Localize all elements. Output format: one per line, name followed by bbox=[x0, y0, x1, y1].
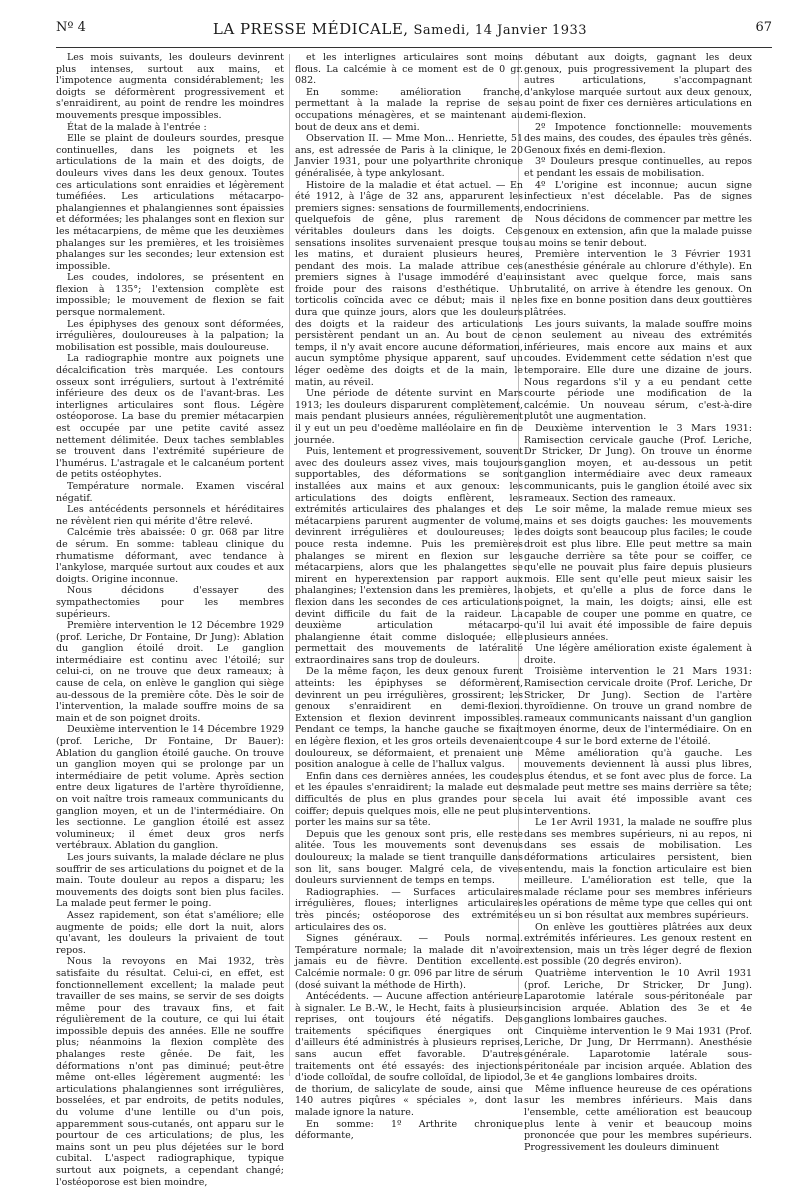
paragraph: Les antécédents personnels et héréditaires ne révèlent rien qui mérite d'être relevé. bbox=[56, 504, 284, 527]
paragraph: Les mois suivants, les douleurs devinrent plus intenses, surtout aux mains, et l'impotence augmenta considérablement; les doigts se déformèrent progressivement et s'enraidirent, au point de rendre les moindres mouvements presque impossibles. bbox=[56, 52, 284, 121]
paragraph: La radiographie montre aux poignets une décalcification très marquée. Les contours osseux sont irréguliers, surtout à l'extrémité inférieure des deux os de l'avant-bras. Les interlignes articulaires sont flous. Légère ostéoporose. La base du premier métacarpien est occupée par une petite cavité assez nettement délimitée. Deux taches semblables se trouvent dans l'extrémité supérieure de l'humérus. L'astragale et le calcanéum portent de petits ostéophytes. bbox=[56, 353, 284, 481]
issue-number: Nº 4 bbox=[56, 20, 86, 35]
paragraph: Nous décidons d'essayer des sympathectomies pour les membres supérieurs. bbox=[56, 585, 284, 620]
text-column-middle bbox=[295, 52, 523, 1142]
paragraph: Enfin dans ces dernières années, les coudes et les épaules s'enraidirent; la malade eut des difficultés de plus en plus grandes pour se coiffer; depuis quelques mois, elle ne peut plus porter les mains sur sa tête. bbox=[295, 770, 523, 829]
paragraph: Le 1er Avril 1931, la malade ne souffre plus dans ses membres supérieurs, ni au repos, ni dans ses essais de mobilisation. Les déformations articulaires persistent, bien entendu, mais la fonction articulaire est bien meilleure. L'amélioration est telle, que la malade réclame pour ses membres inférieurs les opérations de même type que celles qui ont eu un si bon résultat aux membres supérieurs. bbox=[524, 817, 752, 921]
journal-title-line bbox=[0, 20, 800, 38]
paragraph: Radiographies. — Surfaces articulaires irrégulières, floues; interlignes articulaires très pincés; ostéoporose des extrémités articulaires des os. bbox=[295, 886, 523, 933]
paragraph: et les interlignes articulaires sont moins flous. La calcémie à ce moment est de 0 gr. 082. bbox=[295, 52, 523, 87]
paragraph: débutant aux doigts, gagnant les deux genoux, puis progressivement la plupart des autres articulations, s'accompagnant d'ankylose marquée surtout aux deux genoux, au point de fixer ces dernières articulations en demi-flexion. bbox=[524, 52, 752, 121]
paragraph: Les jours suivants, la malade souffre moins non seulement au niveau des extrémités inférieures, mais encore aux mains et aux coudes. Evidemment cette sédation n'est que temporaire. Elle dure une dizaine de jours. Nous regardons s'il y a eu pendant cette courte période une modification de la calcémie. Un nouveau sérum, c'est-à-dire plutôt une augmentation. bbox=[524, 318, 752, 423]
paragraph: Assez rapidement, son état s'améliore; elle augmente de poids; elle dort la nuit, alors qu'avant, les douleurs la privaient de tout repos. bbox=[56, 909, 284, 956]
column-divider bbox=[289, 54, 290, 1076]
paragraph: Elle se plaint de douleurs sourdes, presque continuelles, dans les poignets et les articulations de la main et des doigts, de douleurs vives dans les deux genoux. Toutes ces articulations sont enraidies et légèrement tuméfiées. Les articulations métacarpo-phalangiennes et phalangiennes sont épaissies et déformées; les phalanges sont en flexion sur les métacarpiens, de même que les deuxièmes phalanges sur les premières, et les troisièmes phalanges sur les secondes; leur extension est impossible. bbox=[56, 133, 284, 272]
paragraph: Les jours suivants, la malade déclare ne plus souffrir de ses articulations du poignet et de la main. Toute douleur au repos a disparu; les mouvements des doigts sont bien plus faciles. La malade peut fermer le poing. bbox=[56, 851, 284, 910]
paragraph: Cinquième intervention le 9 Mai 1931 (Prof. Leriche, Dr Jung, Dr Herrmann). Anesthésie générale. Laparotomie latérale sous-péritonéale par incision arquée. Ablation des 3e et 4e ganglions lombaires droits. bbox=[524, 1025, 752, 1084]
paragraph: Puis, lentement et progressivement, souvent avec des douleurs assez vives, mais toujours supportables, des déformations se sont installées aux mains et aux genoux: les articulations des doigts enflèrent, les extrémités articulaires des phalanges et des métacarpiens parurent augmenter de volume, devinrent irrégulières et douloureuses; le pouce resta indemne. Puis les premières phalanges se mirent en flexion sur les métacarpiens, alors que les phalangettes se mirent en hyperextension par rapport aux phalangines; l'extension dans les premières, la flexion dans les secondes de ces articulations devint difficile du fait de la raideur. La deuxième articulation métacarpo-phalangienne était comme disloquée; elle permettait des mouvements de latéralité extraordinaires sans trop de douleurs. bbox=[295, 446, 523, 666]
paragraph: Une période de détente survint en Mars 1913; les douleurs disparurent complètement, mais pendant plusieurs années, régulièrement il y eut un peu d'oedème malléolaire en fin de journée. bbox=[295, 388, 523, 446]
paragraph: De la même façon, les deux genoux furent atteints: les épiphyses se déformèrent, devinrent un peu irrégulières, grossirent; les genoux s'enraidirent en demi-flexion. Extension et flexion devinrent impossibles. Pendant ce temps, la hanche gauche se fixait en légère flexion, et les gros orteils devenaient douloureux, se déformaient, et prenaient une position analogue à celle de l'hallux valgus. bbox=[295, 666, 523, 771]
paragraph: Température normale. Examen viscéral négatif. bbox=[56, 480, 284, 504]
paragraph: Deuxième intervention le 3 Mars 1931: Ramisection cervicale gauche (Prof. Leriche, Dr Stricker, Dr Jung). On trouve un énorme ganglion moyen, et au-dessous un petit ganglion intermédiaire avec deux rameaux communicants, puis le ganglion étoilé avec six rameaux. Section des rameaux. bbox=[524, 423, 752, 504]
paragraph: Histoire de la maladie et état actuel. — En été 1912, à l'âge de 32 ans, apparurent les premiers signes: sensations de fourmillements, quelquefois de gêne, plus rarement de véritables douleurs dans les doigts. Ces sensations insolites survenaient presque tous les matins, et duraient plusieurs heures, pendant des mois. La malade attribue ces premiers signes à l'usage immodéré d'eau froide pour des raisons d'esthétique. Un torticolis coïncida avec ce début; mais il ne dura que quinze jours, alors que les douleurs des doigts et la raideur des articulations persistèrent pendant un an. Au bout de ce temps, il n'y avait encore aucune déformation, aucun symptôme physique apparent, sauf un léger oedème des doigts et de la main, le matin, au réveil. bbox=[295, 179, 523, 388]
paragraph: Observation II. — Mme Mon... Henriette, 51 ans, est adressée de Paris à la clinique, le 20 Janvier 1931, pour une polyarthrite chronique généralisée, à type ankylosant. bbox=[295, 133, 523, 179]
text-column-right bbox=[524, 52, 752, 1153]
paragraph: Même influence heureuse de ces opérations sur les membres inférieurs. Mais dans l'ensemble, cette amélioration est beaucoup plus lente à venir et beaucoup moins prononcée que pour les membres supérieurs. Progressivement les douleurs diminuent bbox=[524, 1083, 752, 1153]
paragraph: Quatrième intervention le 10 Avril 1931 (prof. Leriche, Dr Stricker, Dr Jung). Laparotomie latérale sous-péritonéale par incision arquée. Ablation des 3e et 4e ganglions lombaires gauches. bbox=[524, 967, 752, 1026]
paragraph: On enlève les gouttières plâtrées aux deux extrémités inférieures. Les genoux restent en extension, mais un très léger degré de flexion est possible (20 degrés environ). bbox=[524, 921, 752, 968]
issue-date: Samedi, 14 Janvier 1933 bbox=[413, 23, 588, 38]
paragraph: Même amélioration qu'à gauche. Les mouvements deviennent là aussi plus libres, plus étendus, et se font avec plus de force. La malade peut mettre ses mains derrière sa tête; cela lui avait été impossible avant ces interventions. bbox=[524, 747, 752, 817]
paragraph: Antécédents. — Aucune affection antérieure à signaler. Le B.-W., le Hecht, faits à plusieurs reprises, ont toujours été négatifs. Des traitements spécifiques énergiques ont d'ailleurs été administrés à plusieurs reprises, sans aucun effet favorable. D'autres traitements ont été essayés: des injections d'iode colloïdal, de soufre colloïdal, de lipiodol, de thorium, de salicylate de soude, ainsi que 140 autres piqûres « spéciales », dont la malade ignore la nature. bbox=[295, 991, 523, 1119]
paragraph: Première intervention le 12 Décembre 1929 (prof. Leriche, Dr Fontaine, Dr Jung): Ablation du ganglion étoilé droit. Le ganglion intermédiaire est continu avec l'étoilé; sur celui-ci, on ne trouve que deux rameaux; à cause de cela, on enlève le ganglion qui siège au-dessous de la première côte. Dès le soir de l'intervention, la malade souffre moins de sa main et de son poignet droits. bbox=[56, 620, 284, 724]
paragraph: Les coudes, indolores, se présentent en flexion à 135°; l'extension complète est impossible; le mouvement de flexion se fait persque normalement. bbox=[56, 272, 284, 319]
paragraph: Les épiphyses des genoux sont déformées, irrégulières, douloureuses à la palpation; la mobilisation est possible, mais douloureuse. bbox=[56, 318, 284, 353]
journal-name: LA PRESSE MÉDICALE, bbox=[212, 20, 409, 38]
paragraph: 4º L'origine est inconnue; aucun signe infectieux n'est décelable. Pas de signes endocriniens. bbox=[524, 179, 752, 214]
paragraph: Le soir même, la malade remue mieux ses mains et ses doigts gauches: les mouvements des doigts sont beaucoup plus faciles; le coude droit est plus libre. Elle peut mettre sa main gauche derrière sa tête pour se coiffer, ce qu'elle ne pouvait plus faire depuis plusieurs mois. Elle sent qu'elle peut mieux saisir les objets, et qu'elle a plus de force dans le poignet, la main, les doigts; ainsi, elle est capable de couper une pomme en quatre, ce qu'il lui avait été impossible de faire depuis plusieurs années. bbox=[524, 504, 752, 643]
paragraph: En somme: 1º Arthrite chronique déformante, bbox=[295, 1118, 523, 1142]
paragraph: Signes généraux. — Pouls normal. Température normale; la malade dit n'avoir jamais eu de fièvre. Dentition excellente. Calcémie normale: 0 gr. 096 par litre de sérum (dosé suivant la méthode de Hirth). bbox=[295, 933, 523, 991]
paragraph: Une légère amélioration existe également à droite. bbox=[524, 643, 752, 666]
page-number: 67 bbox=[755, 20, 772, 35]
paragraph: Nous décidons de commencer par mettre les genoux en extension, afin que la malade puisse au moins se tenir debout. bbox=[524, 214, 752, 249]
paragraph: Depuis que les genoux sont pris, elle reste alitée. Tous les mouvements sont devenus douloureux; la malade se tient tranquille dans son lit, sans bouger. Malgré cela, de vives douleurs surviennent de temps en temps. bbox=[295, 828, 523, 887]
page-header bbox=[0, 0, 800, 58]
paragraph: Deuxième intervention le 14 Décembre 1929 (prof. Leriche, Dr Fontaine, Dr Bauer): Ablation du ganglion étoilé gauche. On trouve un ganglion moyen qui se prolonge par un intermédiaire de petit volume. Après section entre deux ligatures de l'artère thyroïdienne, on voit naître trois rameaux communicants du ganglion moyen, et un de l'intermédiaire. On les sectionne. Le ganglion étoilé est assez volumineux; il émet deux gros nerfs vertébraux. Ablation du ganglion. bbox=[56, 724, 284, 852]
paragraph: 3º Douleurs presque continuelles, au repos et pendant les essais de mobilisation. bbox=[524, 156, 752, 179]
paragraph: En somme: amélioration franche, permettant à la malade la reprise de ses occupations ménagères, et se maintenant au bout de deux ans et demi. bbox=[295, 86, 523, 133]
paragraph: Première intervention le 3 Février 1931 (anesthésie générale au chlorure d'éthyle). En insistant avec quelque force, mais sans brutalité, on arrive à étendre les genoux. On les fixe en bonne position dans deux gouttières plâtrées. bbox=[524, 249, 752, 319]
paragraph: Calcémie très abaissée: 0 gr. 068 par litre de sérum. En somme: tableau clinique du rhumatisme déformant, avec tendance à l'ankylose, marquée surtout aux coudes et aux doigts. Origine inconnue. bbox=[56, 527, 284, 585]
paragraph: 2º Impotence fonctionnelle: mouvements des mains, des coudes, des épaules très gênés. Genoux fixés en demi-flexion. bbox=[524, 121, 752, 156]
paragraph: Troisième intervention le 21 Mars 1931: Ramisection cervicale droite (Prof. Leriche, Dr Stricker, Dr Jung). Section de l'artère thyroïdienne. On trouve un grand nombre de rameaux communicants naissant d'un ganglion moyen énorme, deux de l'intermédiaire. On en coupe 4 sur le bord externe de l'étoilé. bbox=[524, 666, 752, 748]
text-column-left bbox=[56, 52, 284, 1188]
paragraph: Nous la revoyons en Mai 1932, très satisfaite du résultat. Celui-ci, en effet, est fonctionnellement excellent; la malade peut travailler de ses mains, se servir de ses doigts même pour des travaux fins, et fait régulièrement de la couture, ce qui lui était impossible depuis des années. Elle ne souffre plus; néanmoins la flexion complète des phalanges reste gênée. De fait, les déformations n'ont pas diminué; peut-être même ont-elles légèrement augmenté: les articulations phalangiennes sont irrégulières, bosselées, et par endroits, de petits nodules, du volume d'une lentille ou d'un pois, apparemment sous-cutanés, ont apparu sur le pourtour de ces articulations; de plus, les mains sont un peu plus déjetées sur le bord cubital. L'aspect radiographique, typique surtout aux poignets, a cependant changé; l'ostéoporose est bien moindre, bbox=[56, 956, 284, 1188]
paragraph: État de la malade à l'entrée : bbox=[67, 121, 207, 133]
header-rule bbox=[56, 47, 772, 48]
